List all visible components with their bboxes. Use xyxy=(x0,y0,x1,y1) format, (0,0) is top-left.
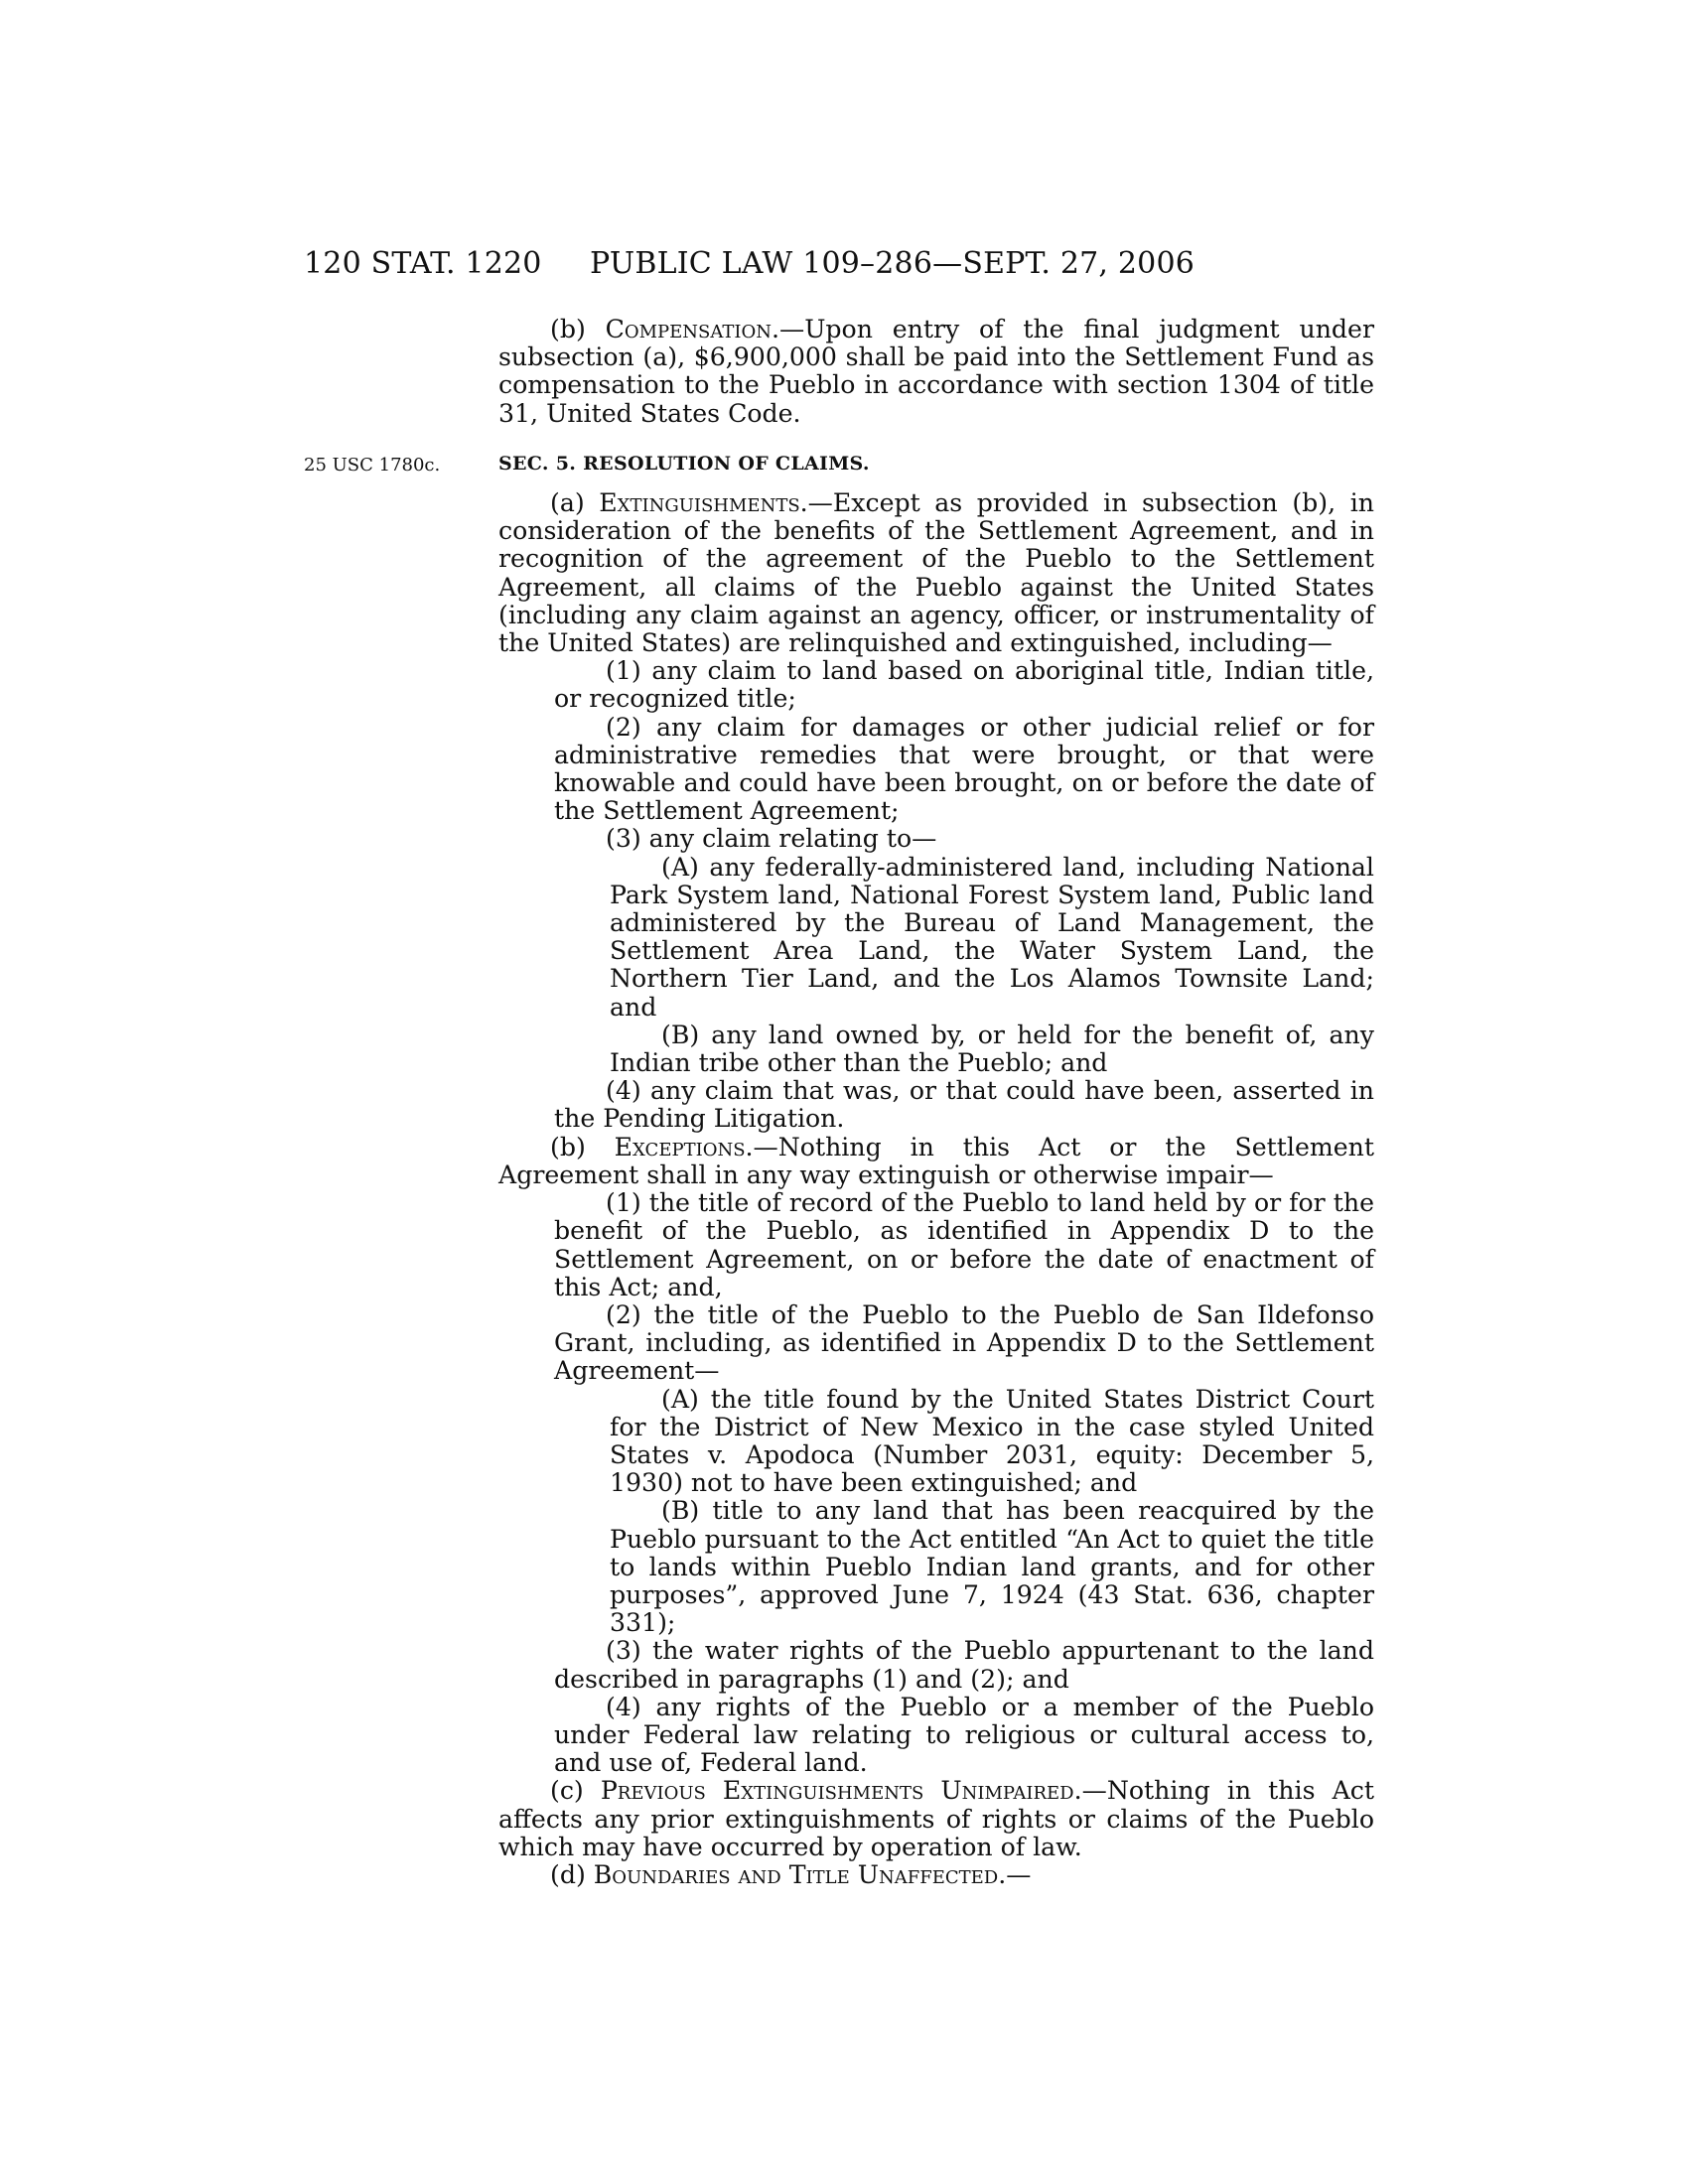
subparagraph-b2A xyxy=(498,1386,1374,1498)
page-reference: 120 STAT. 1220 xyxy=(304,246,542,281)
subparagraph-text: (A) the title found by the United States District Court for the District of New Mexico in the case styled United States v. Apodoca (Number 2031, equity: December 5, 1930) not to have been extinguished; and xyxy=(610,1384,1374,1498)
paragraph-text: (2) any claim for damages or other judicial relief or for administrative remedies that were brought, or that were knowable and could have been brought, on or before the date of the Settlement Agreement; xyxy=(554,712,1374,826)
paragraph-text: (3) any claim relating to— xyxy=(606,824,937,854)
paragraph-text: (4) any claim that was, or that could have been, asserted in the Pending Litigation. xyxy=(554,1076,1374,1134)
subsection-text: .—Except as provided in subsection (b), in consideration of the benefits of the Settlement Agreement, and in recognition of the agreement of the Pueblo to the Settlement Agreement, all claims of the Pueblo against the United States (including any claim against an agency, officer, or instrumentality of the United States) are relinquished and extinguished, including— xyxy=(498,488,1374,658)
subsection-b-compensation xyxy=(498,316,1374,428)
subsection-heading: Compensation xyxy=(605,315,773,343)
section-heading: SEC. 5. RESOLUTION OF CLAIMS. xyxy=(498,452,870,475)
subsection-heading: Extinguishments xyxy=(599,488,800,518)
paragraph-text: (3) the water rights of the Pueblo appurtenant to the land described in paragraphs (1) and (2); and xyxy=(554,1636,1374,1694)
paragraph-a1 xyxy=(498,657,1374,713)
subsection-text: .— xyxy=(998,1859,1032,1889)
body-text xyxy=(498,316,1374,1889)
paragraph-text: (4) any rights of the Pueblo or a member of the Pueblo under Federal law relating to religious or cultural access to, and use of, Federal land. xyxy=(554,1692,1374,1778)
subsection-label: (d) xyxy=(550,1859,594,1889)
margin-citation: 25 USC 1780c. xyxy=(304,455,441,476)
paragraph-b4 xyxy=(498,1694,1374,1778)
subparagraph-text: (A) any federally-administered land, including National Park System land, National Forest System land, Public land administered by the Bureau of Land Management, the Settlement Area Land, the Water System Land, the Northern Tier Land, and the Los Alamos Townsite Land; and xyxy=(610,852,1374,1022)
subsection-a-extinguishments xyxy=(498,489,1374,657)
paragraph-text: (1) any claim to land based on aboriginal title, Indian title, or recognized title; xyxy=(554,656,1374,714)
subsection-text: .—Nothing in this Act or the Settlement Agreement shall in any way extinguish or otherwise impair— xyxy=(498,1132,1374,1189)
subsection-text: .—Upon entry of the final judgment under subsection (a), $6,900,000 shall be paid into the Settlement Fund as compensation to the Pueblo in accordance with section 1304 of title 31, United States Code. xyxy=(498,315,1374,428)
paragraph-text: (2) the title of the Pueblo to the Pueblo de San Ildefonso Grant, including, as identified in Appendix D to the Settlement Agreement— xyxy=(554,1299,1374,1386)
subsection-label: (c) xyxy=(550,1776,601,1806)
paragraph-a4 xyxy=(498,1077,1374,1133)
subsection-label: (b) xyxy=(550,1132,615,1161)
subsection-text: .—Nothing in this Act affects any prior extinguishments of rights or claims of the Pueblo which may have occurred by operation of law. xyxy=(498,1776,1374,1861)
subsection-d-boundaries xyxy=(498,1861,1374,1889)
paragraph-a3 xyxy=(498,825,1374,853)
subsection-heading: Exceptions xyxy=(614,1132,746,1161)
subparagraph-text: (B) any land owned by, or held for the benefit of, any Indian tribe other than the Pueblo; and xyxy=(610,1020,1374,1078)
paragraph-b2 xyxy=(498,1301,1374,1386)
subsection-b-exceptions xyxy=(498,1134,1374,1189)
subparagraph-a3B xyxy=(498,1022,1374,1077)
subparagraph-a3A xyxy=(498,854,1374,1022)
subsection-label: (a) xyxy=(550,488,600,518)
paragraph-text: (1) the title of record of the Pueblo to land held by or for the benefit of the Pueblo, as identified in Appendix D to the Settlement Agreement, on or before the date of enactment of this Act; and, xyxy=(554,1188,1374,1301)
paragraph-a2 xyxy=(498,714,1374,826)
law-title: PUBLIC LAW 109–286—SEPT. 27, 2006 xyxy=(590,246,1196,281)
subsection-label: (b) xyxy=(550,315,606,343)
subsection-heading: Boundaries and Title Unaffected xyxy=(593,1859,999,1889)
paragraph-b3 xyxy=(498,1637,1374,1693)
subsection-heading: Previous Extinguishments Unimpaired xyxy=(600,1776,1074,1806)
subparagraph-text: (B) title to any land that has been reacquired by the Pueblo pursuant to the Act entitled “An Act to quiet the title to lands within Pueblo Indian land grants, and for other purposes”, approved June 7, 1924 (43 Stat. 636, chapter 331); xyxy=(610,1496,1374,1638)
paragraph-b1 xyxy=(498,1189,1374,1301)
subparagraph-b2B xyxy=(498,1497,1374,1637)
subsection-c-previous-extinguishments xyxy=(498,1777,1374,1861)
